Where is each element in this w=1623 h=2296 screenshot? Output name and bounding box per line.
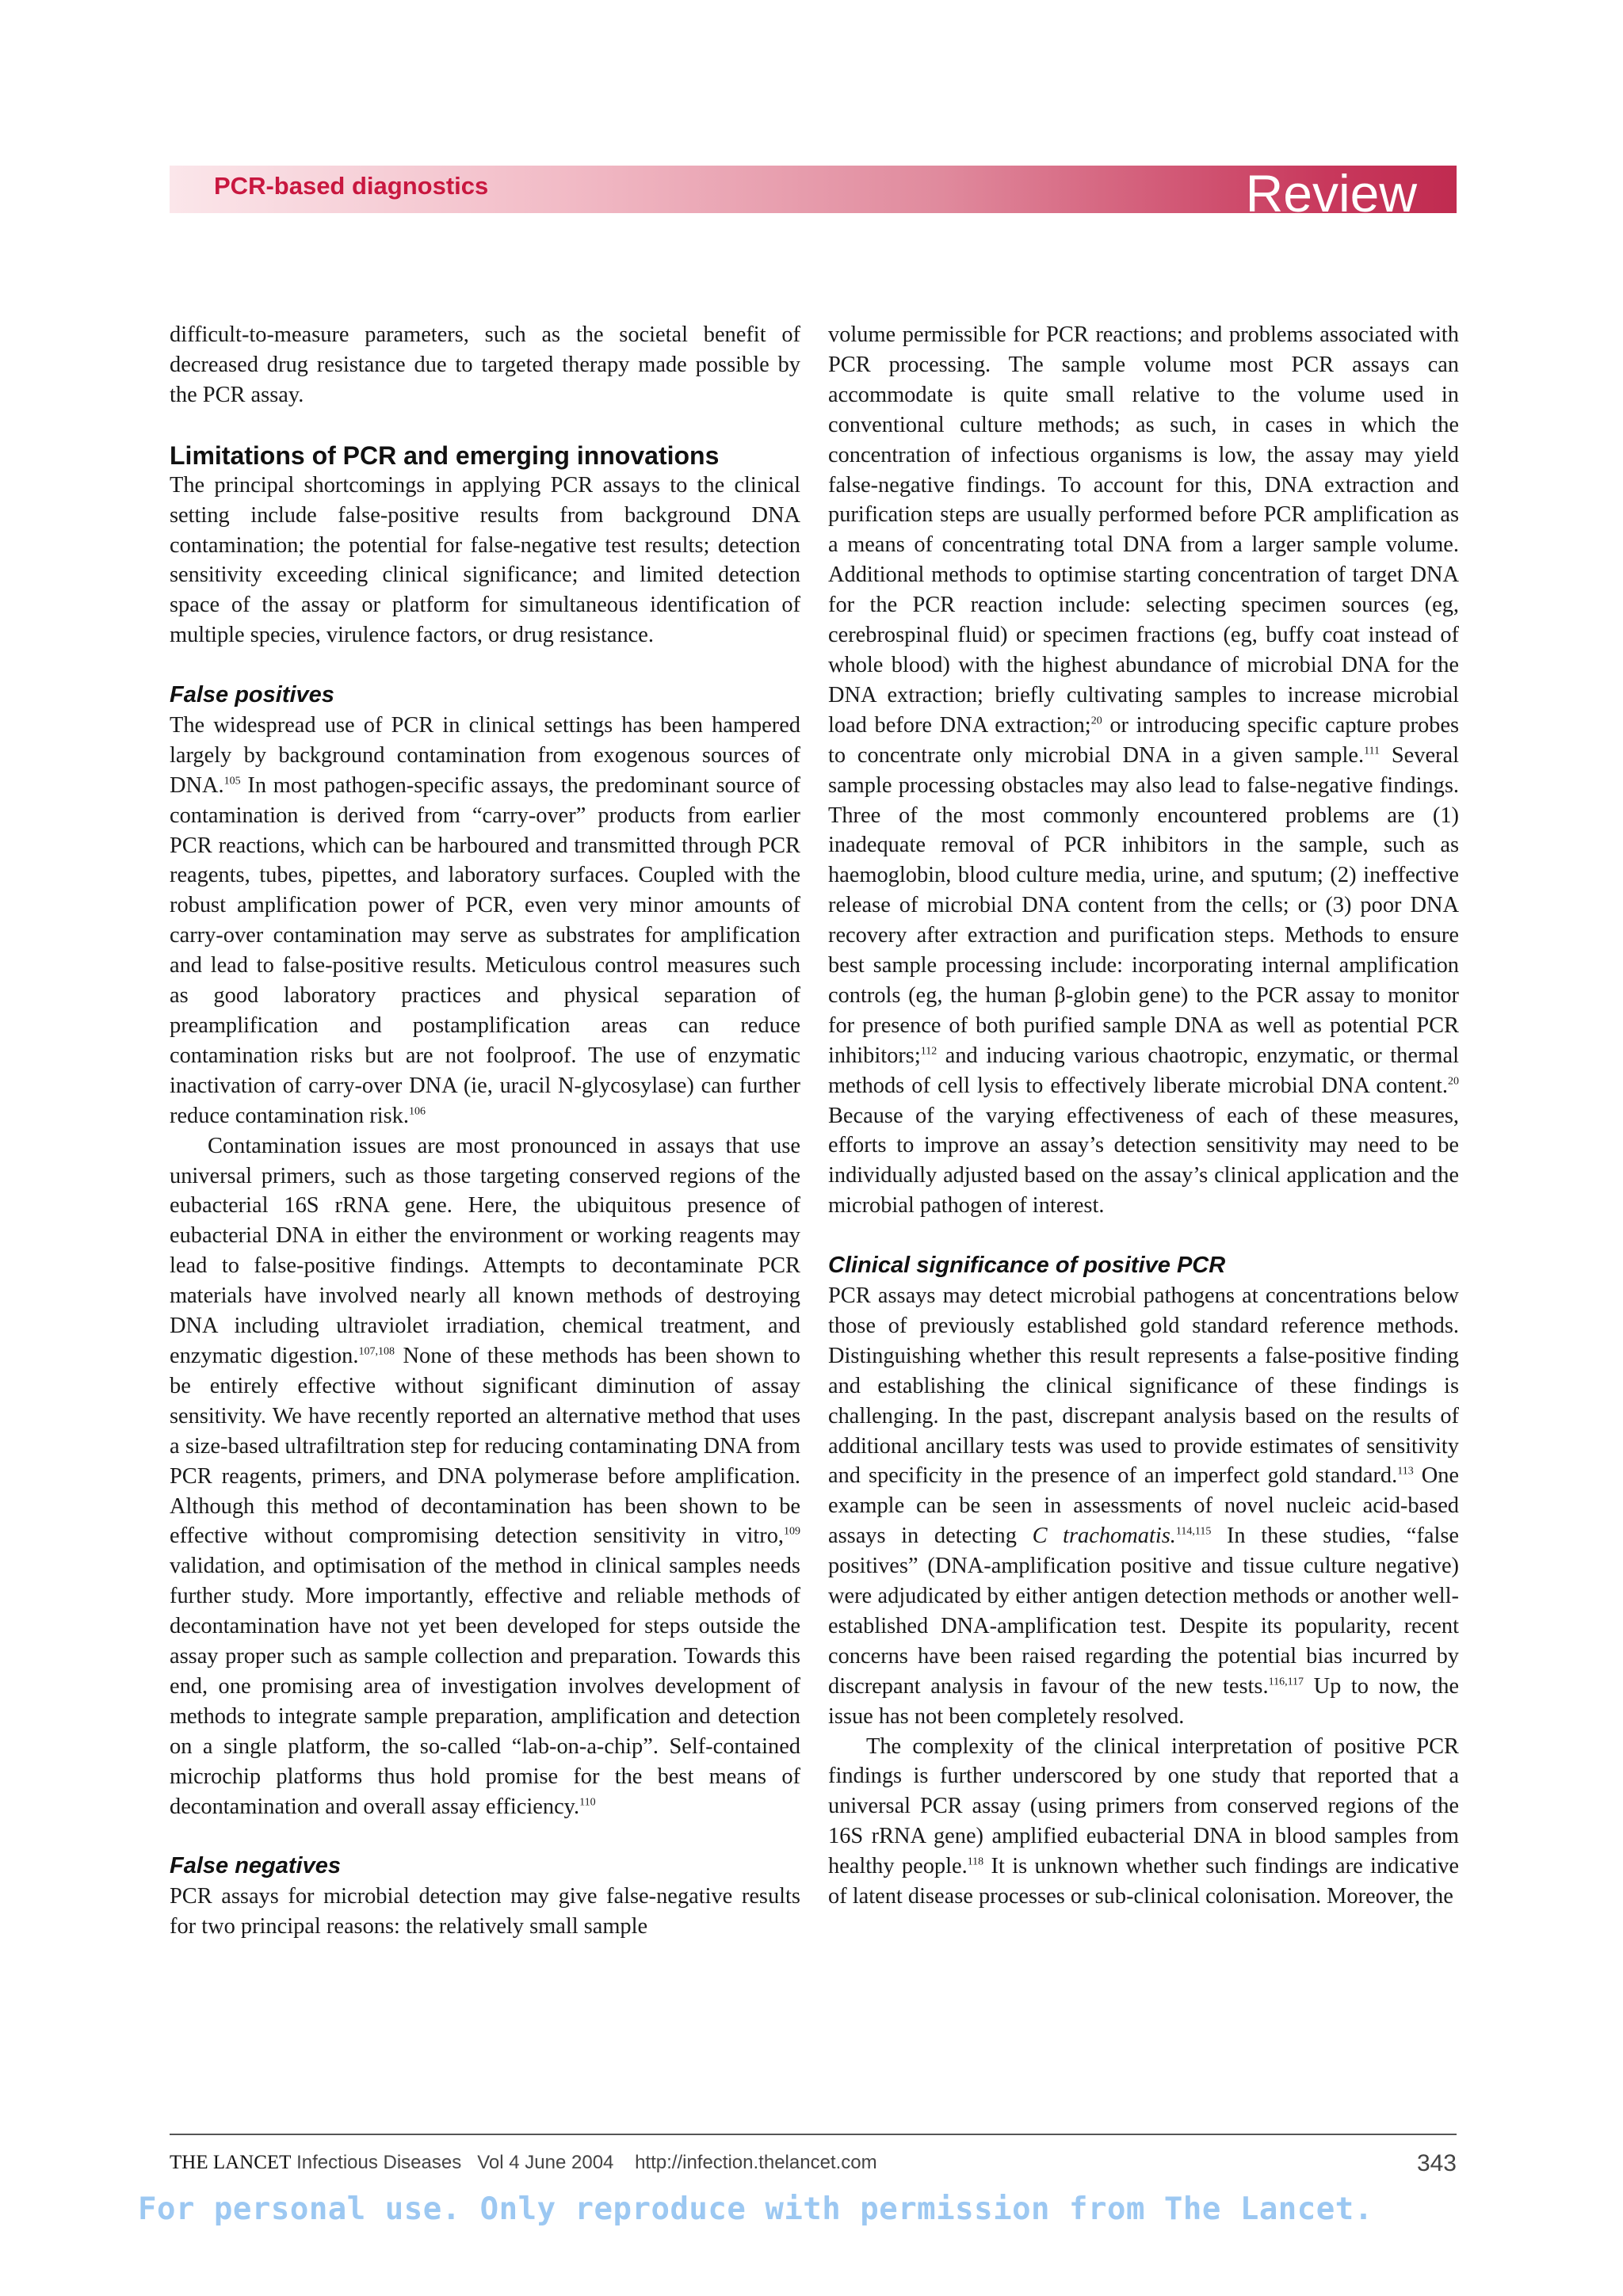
section-title: PCR-based diagnostics: [214, 172, 489, 200]
page-footer: [170, 2152, 1457, 2174]
citation-ref: 112: [920, 1045, 938, 1058]
citation-ref: 105: [223, 775, 241, 788]
right-column: [828, 320, 1459, 1912]
citation-ref: 113: [1397, 1465, 1414, 1478]
citation-ref: 111: [1364, 745, 1381, 757]
paragraph-intro: difficult-to-measure parameters, such as the societal benefit of decreased drug resistance due to targeted therapy made possible by the PCR assay.: [170, 322, 800, 407]
paragraph-limitations: The principal shortcomings in applying PCR assays to the clinical setting include false-positive results from background DNA contamination; the potential for false-negative test results; detection sensitivity exceeding clinical significance; and limited detection space of the assay or platform for simultaneous identification of multiple species, virulence factors, or drug resistance.: [170, 472, 800, 648]
left-column: [170, 320, 800, 1942]
heading-limitations: Limitations of PCR and emerging innovations: [170, 441, 720, 470]
paragraph-clinical-2: The complexity of the clinical interpretation of positive PCR findings is further underscored by one study that reported that a universal PCR assay (using primers from conserved regions of the 16S rRNA gene) amplified eubacterial DNA in blood samples from healthy people.$^{118}$ It is unknown whether such findings are indicative of latent disease processes or sub-clinical colonisation. Moreover, the: [828, 1733, 1459, 1909]
permission-watermark: For personal use. Only reproduce with permission from The Lancet.: [138, 2191, 1373, 2227]
citation-ref: 114,115: [1175, 1525, 1212, 1538]
citation-ref: 118: [967, 1855, 984, 1868]
footer-divider: [170, 2134, 1457, 2135]
journal-url[interactable]: http://infection.thelancet.com: [635, 2152, 877, 2173]
section-header-band: [170, 166, 1457, 213]
page-number: 343: [1416, 2150, 1457, 2176]
paragraph-false-negatives-start: PCR assays for microbial detection may give false-negative results for two principal reasons: the relatively small sample: [170, 1884, 800, 1939]
issue-info: Vol 4 June 2004: [477, 2152, 614, 2173]
citation-ref: 107,108: [358, 1345, 395, 1358]
heading-false-negatives: False negatives: [170, 1853, 341, 1879]
citation-ref: 109: [784, 1525, 800, 1538]
citation-ref: 20: [1448, 1075, 1459, 1088]
heading-clinical-significance: Clinical significance of positive PCR: [828, 1253, 1226, 1279]
review-badge: Review: [1245, 166, 1417, 213]
paragraph-false-negatives-cont: volume permissible for PCR reactions; and problems associated with PCR processing. The sample volume most PCR assays can accommodate is quite small relative to the volume used in conventional culture methods; as such, in cases in which the concentration of infectious organisms is low, the assay may yield false-negative findings. To account for this, DNA extraction and purification steps are usually performed before PCR amplification as a means of concentrating total DNA from a larger sample volume. Additional methods to optimise starting concentration of target DNA for the PCR reaction include: selecting specimen sources (eg, cerebrospinal fluid) or specimen fractions (eg, buffy coat instead of whole blood) with the highest abundance of microbial DNA for the DNA extraction; briefly cultivating samples to increase microbial load before DNA extraction;$^{20}$ or introducing specific capture probes to concentrate only microbial DNA in a given sample.$^{111}$ Several sample processing obstacles may also lead to false-negative findings. Three of the most commonly encountered problems are (1) inadequate removal of PCR inhibitors in the sample, such as haemoglobin, blood culture media, urine, and sputum; (2) ineffective release of microbial DNA content from the cells; or (3) poor DNA recovery after extraction and purification steps. Methods to ensure best sample processing include: incorporating internal amplification controls (eg, the human β-globin gene) to the PCR assay to monitor for presence of both purified sample DNA as well as potential PCR inhibitors;$^{112}$ and inducing various chaotropic, enzymatic, or thermal methods of cell lysis to effectively liberate microbial DNA content.$^{20}$ Because of the varying effectiveness of each of these measures, efforts to improve an assay’s detection sensitivity may need to be individually adjusted based on the assay’s clinical application and the microbial pathogen of interest.: [828, 322, 1459, 1219]
paragraph-clinical-1: PCR assays may detect microbial pathogens at concentrations below those of previously established gold standard reference methods. Distinguishing whether this result represents a false-positive finding and establishing the clinical significance of these findings is challenging. In the past, discrepant analysis based on the results of additional ancillary tests was used to provide estimates of sensitivity and specificity in the presence of an imperfect gold standard.$^{113}$ One example can be seen in assessments of novel nucleic acid-based assays in detecting C trachomatis.$^{114,115}$ In these studies, “false positives” (DNA-amplification positive and tissue culture negative) were adjudicated by either antigen detection methods or another well-established DNA-amplification test. Despite its popularity, recent concerns have been raised regarding the potential bias incurred by discrepant analysis in favour of the new tests.$^{116,117}$ Up to now, the issue has not been completely resolved.: [828, 1283, 1459, 1729]
paragraph-false-positives-2: Contamination issues are most pronounced in assays that use universal primers, such as those targeting conserved regions of the eubacterial 16S rRNA gene. Here, the ubiquitous presence of eubacterial DNA in either the environment or working reagents may lead to false-positive findings. Attempts to decontaminate PCR materials have involved nearly all known methods of destroying DNA including ultraviolet irradiation, chemical treatment, and enzymatic digestion.$^{107,108}$ None of these methods has been shown to be entirely effective without significant diminution of assay sensitivity. We have recently reported an alternative method that uses a size-based ultrafiltration step for reducing contaminating DNA from PCR reagents, primers, and DNA polymerase before amplification. Although this method of decontamination has been shown to be effective without compromising detection sensitivity in vitro,$^{109}$ validation, and optimisation of the method in clinical samples needs further study. More importantly, effective and reliable methods of decontamination have not yet been developed for steps outside the assay proper such as sample collection and preparation. Towards this end, one promising area of investigation involves development of methods to integrate sample preparation, amplification and detection on a single platform, the so-called “lab-on-a-chip”. Self-contained microchip platforms thus hold promise for the best means of decontamination and overall assay efficiency.$^{110}$: [170, 1133, 800, 1819]
species-name: C trachomatis.: [1032, 1524, 1176, 1549]
citation-ref: 106: [408, 1105, 426, 1118]
citation-ref: 116,117: [1268, 1676, 1304, 1688]
paragraph-false-positives-1: The widespread use of PCR in clinical settings has been hampered largely by background contamination from exogenous sources of DNA.$^{105}$ In most pathogen-specific assays, the predominant source of contamination is derived from “carry-over” products from earlier PCR reactions, which can be harboured and transmitted through PCR reagents, tubes, pipettes, and laboratory surfaces. Coupled with the robust amplification power of PCR, even very minor amounts of carry-over contamination may serve as substrates for amplification and lead to false-positive results. Meticulous control measures such as good laboratory practices and physical separation of preamplification and postamplification areas can reduce contamination risks but are not foolproof. The use of enzymatic inactivation of carry-over DNA (ie, uracil N-glycosylase) can further reduce contamination risk.$^{106}$: [170, 712, 800, 1128]
citation-ref: 20: [1090, 715, 1102, 727]
heading-false-positives: False positives: [170, 682, 334, 708]
citation-ref: 110: [579, 1796, 596, 1809]
journal-name: THE LANCET: [170, 2152, 292, 2173]
journal-subtitle: Infectious Diseases: [291, 2152, 462, 2173]
